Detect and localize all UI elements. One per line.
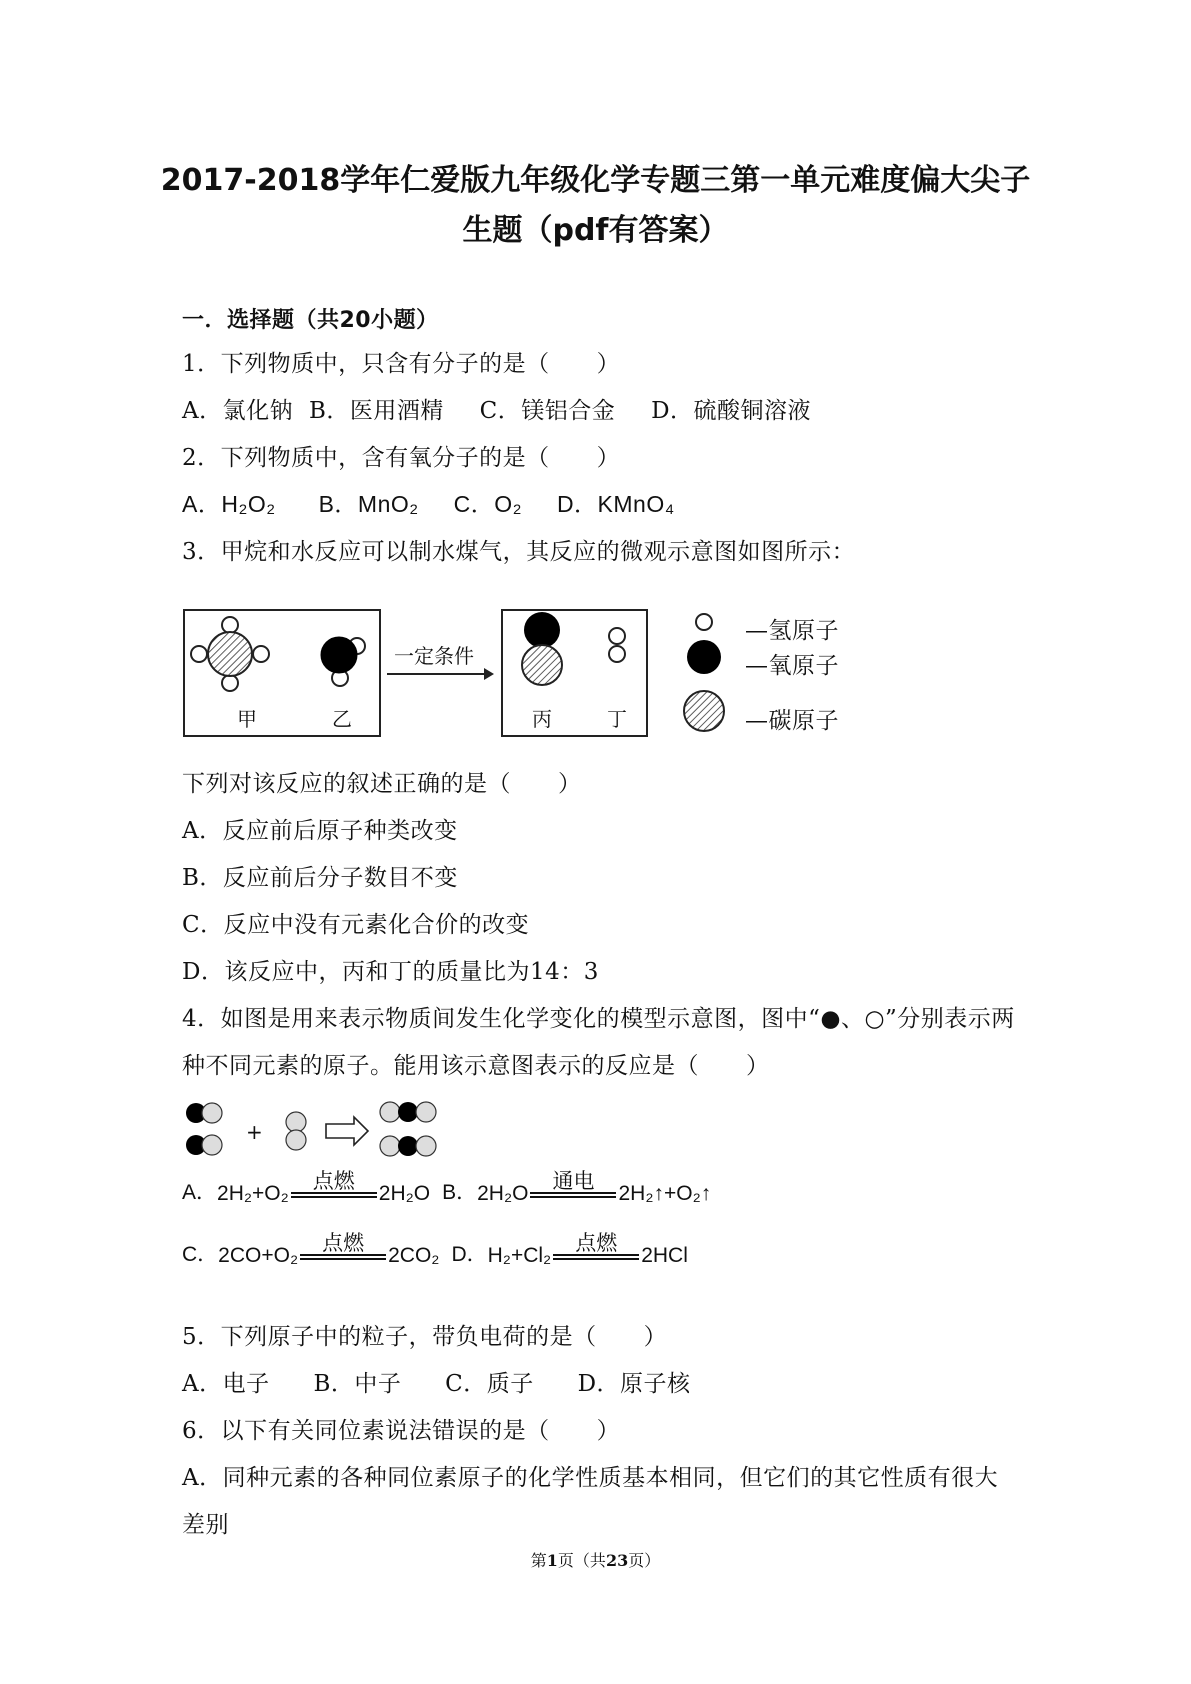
co-molecule	[522, 612, 562, 685]
q1-option-d: D．硫酸铜溶液	[651, 398, 812, 424]
q4-b-condition	[530, 1170, 616, 1206]
label-bing: 丙	[532, 707, 552, 731]
q4-c-cond-text: 点燃	[322, 1231, 365, 1255]
q4-plus: +	[246, 1120, 263, 1144]
q3-option-b: B．反应前后分子数目不变	[182, 865, 458, 891]
q5-option-c: C．质子	[445, 1371, 534, 1397]
q6-option-a-line2: 差别	[182, 1512, 229, 1538]
label-jia: 甲	[237, 707, 257, 731]
reactant-molecule-b	[286, 1112, 306, 1150]
q2-option-a: A．H₂O₂	[182, 491, 276, 517]
reaction-micro-diagram	[182, 608, 742, 746]
q4-model-diagram	[182, 1100, 452, 1164]
page-footer	[0, 1548, 1191, 1571]
legend-oxygen-icon	[687, 640, 721, 674]
label-ding: 丁	[607, 707, 627, 731]
q5-option-b: B．中子	[313, 1371, 402, 1397]
footer-page-number: 1	[546, 1551, 558, 1570]
q4-c-label: C．	[182, 1243, 219, 1266]
q4-b-left: 2H₂O	[477, 1182, 529, 1205]
q4-c-condition	[300, 1232, 386, 1268]
q4-a-right: 2H₂O	[378, 1182, 431, 1205]
q1-option-a: A．氯化钠	[182, 398, 294, 424]
legend-oxygen: —氧原子	[745, 653, 839, 679]
q4-a-cond-text: 点燃	[312, 1169, 355, 1193]
q4-d-left: H₂+Cl₂	[487, 1244, 552, 1267]
q4-b-label: B．	[442, 1181, 478, 1204]
q4-d-right: 2HCl	[641, 1244, 688, 1267]
q4-a-label: A．	[182, 1181, 218, 1204]
q1-stem: 1．下列物质中，只含有分子的是（ ）	[182, 351, 621, 377]
q2-stem: 2．下列物质中，含有氧分子的是（ ）	[182, 445, 621, 471]
q5-option-d: D．原子核	[577, 1371, 691, 1397]
q2-option-c: C．O₂	[453, 491, 523, 517]
q5-options	[182, 1365, 691, 1398]
q2-option-d: D．KMnO₄	[556, 491, 675, 517]
q3-stem: 3．甲烷和水反应可以制水煤气，其反应的微观示意图如图所示：	[182, 539, 856, 565]
water-molecule	[321, 637, 365, 686]
section-heading: 一．选择题（共20小题）	[182, 308, 439, 333]
paper-title-line1: 2017-2018学年仁爱版九年级化学专题三第一单元难度偏大尖子	[160, 163, 1031, 198]
q3-option-a: A．反应前后原子种类改变	[182, 818, 458, 844]
q6-option-a-line1: A．同种元素的各种同位素原子的化学性质基本相同，但它们的其它性质有很大	[182, 1465, 999, 1491]
q4-options-cd	[182, 1232, 688, 1268]
product-molecules	[380, 1102, 436, 1156]
q3-option-d: D．该反应中，丙和丁的质量比为14：3	[182, 959, 599, 985]
q4-d-label: D．	[451, 1243, 488, 1266]
q3-option-c: C．反应中没有元素化合价的改变	[182, 912, 530, 938]
legend-carbon: —碳原子	[745, 708, 839, 734]
legend-hydrogen-icon	[696, 614, 712, 630]
q4-options-ab	[182, 1170, 711, 1206]
q4-d-cond-text: 点燃	[575, 1231, 618, 1255]
footer-post: 页）	[628, 1551, 661, 1570]
yields-arrow-icon	[326, 1117, 368, 1145]
footer-pre: 第	[530, 1551, 547, 1570]
q5-option-a: A．电子	[182, 1371, 270, 1397]
footer-mid: 页（共	[557, 1551, 606, 1570]
q1-option-b: B．医用酒精	[308, 398, 444, 424]
arrow-condition: 一定条件	[394, 644, 474, 668]
q1-options	[182, 392, 811, 425]
h2-molecule	[609, 628, 625, 662]
q2-options	[182, 486, 675, 519]
q5-stem: 5．下列原子中的粒子，带负电荷的是（ ）	[182, 1324, 668, 1350]
q3-prompt: 下列对该反应的叙述正确的是（ ）	[182, 771, 582, 797]
q4-b-cond-text: 通电	[552, 1169, 595, 1193]
paper-title-line2: 生题（pdf有答案）	[462, 213, 729, 248]
q6-stem: 6．以下有关同位素说法错误的是（ ）	[182, 1418, 621, 1444]
legend-hydrogen: —氢原子	[745, 618, 839, 644]
q4-a-condition	[291, 1170, 377, 1206]
q4-a-left: 2H₂+O₂	[217, 1182, 289, 1205]
reactant-molecules-a	[186, 1103, 222, 1155]
methane-molecule	[191, 617, 269, 691]
q4-c-right: 2CO₂	[388, 1244, 440, 1267]
q4-c-left: 2CO+O₂	[218, 1244, 299, 1267]
footer-total-pages: 23	[605, 1551, 629, 1570]
q4-b-right: 2H₂↑+O₂↑	[618, 1182, 712, 1205]
q4-stem-line2: 种不同元素的原子。能用该示意图表示的反应是（ ）	[182, 1053, 770, 1079]
q2-option-b: B．MnO₂	[318, 491, 419, 517]
q4-stem-line1: 4．如图是用来表示物质间发生化学变化的模型示意图，图中“●、○”分别表示两	[182, 1006, 1015, 1032]
q1-option-c: C．镁铝合金	[479, 398, 616, 424]
legend-carbon-icon	[684, 691, 724, 731]
q4-d-condition	[553, 1232, 639, 1268]
label-yi: 乙	[332, 707, 352, 731]
